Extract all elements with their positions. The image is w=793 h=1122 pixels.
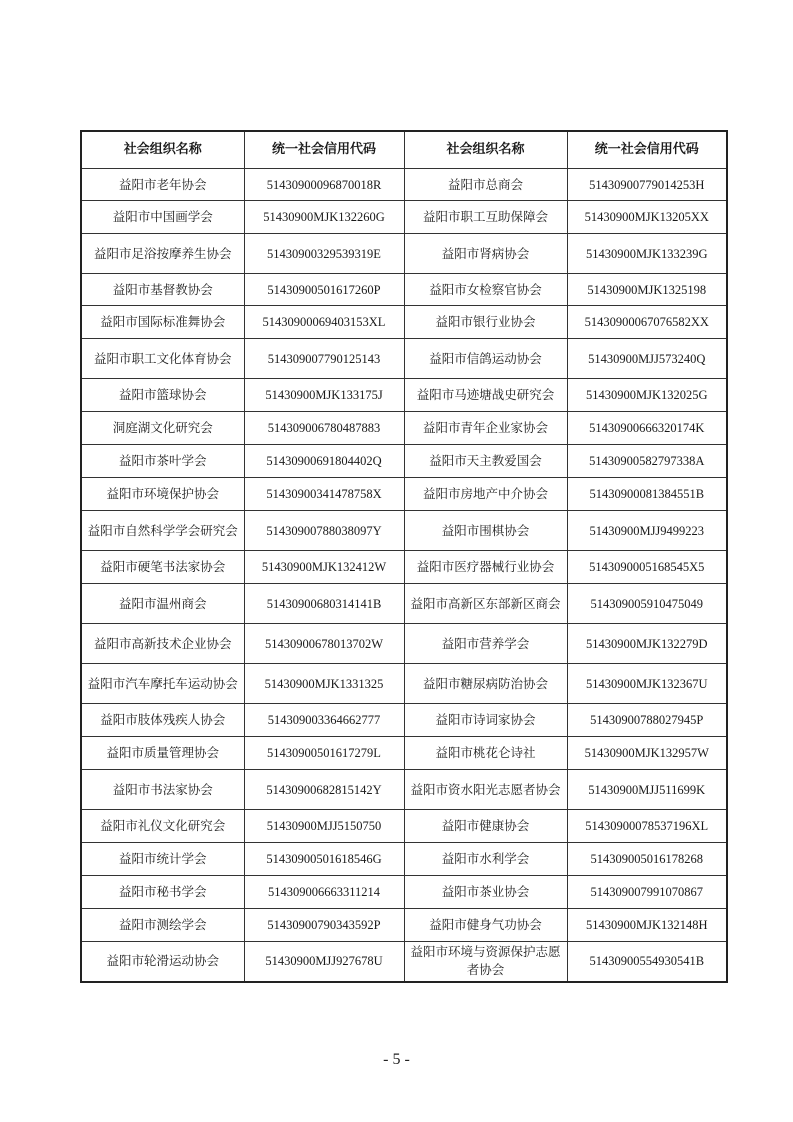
org-name-cell: 益阳市书法家协会 (81, 770, 244, 810)
org-name-cell: 益阳市桃花仑诗社 (404, 737, 567, 770)
org-name-cell: 益阳市总商会 (404, 169, 567, 201)
credit-code-cell: 51430900501617260P (244, 274, 404, 306)
credit-code-cell: 51430900MJK13205XX (567, 201, 727, 234)
org-name-cell: 益阳市礼仪文化研究会 (81, 810, 244, 843)
table-row (81, 478, 727, 511)
table-row (81, 169, 727, 201)
org-name-cell: 益阳市温州商会 (81, 584, 244, 624)
org-name-cell: 益阳市诗词家协会 (404, 704, 567, 737)
credit-code-cell: 514309006780487883 (244, 412, 404, 445)
table-row (81, 412, 727, 445)
credit-code-cell: 514309003364662777 (244, 704, 404, 737)
org-name-cell: 益阳市糖尿病防治协会 (404, 664, 567, 704)
credit-code-cell: 51430900MJJ5150750 (244, 810, 404, 843)
credit-code-cell: 51430900682815142Y (244, 770, 404, 810)
table-row (81, 704, 727, 737)
credit-code-cell: 51430900MJK132260G (244, 201, 404, 234)
org-name-cell: 益阳市质量管理协会 (81, 737, 244, 770)
org-name-cell: 益阳市基督教协会 (81, 274, 244, 306)
credit-code-cell: 51430900501617279L (244, 737, 404, 770)
org-name-cell: 益阳市轮滑运动协会 (81, 942, 244, 982)
org-name-cell: 益阳市围棋协会 (404, 511, 567, 551)
table-row (81, 201, 727, 234)
credit-code-cell: 51430900MJJ573240Q (567, 339, 727, 379)
credit-code-cell: 51430900329539319E (244, 234, 404, 274)
org-name-cell: 益阳市环境与资源保护志愿者协会 (404, 942, 567, 982)
header-credit-code: 统一社会信用代码 (244, 131, 404, 169)
table-row (81, 274, 727, 306)
credit-code-cell: 51430900078537196XL (567, 810, 727, 843)
table-row (81, 445, 727, 478)
table-row (81, 909, 727, 942)
table-row (81, 737, 727, 770)
credit-code-cell: 51430900MJK1331325 (244, 664, 404, 704)
org-name-cell: 益阳市银行业协会 (404, 306, 567, 339)
header-org-name: 社会组织名称 (81, 131, 244, 169)
credit-code-cell: 51430900788027945P (567, 704, 727, 737)
org-name-cell: 益阳市天主教爱国会 (404, 445, 567, 478)
table-row (81, 810, 727, 843)
org-name-cell: 益阳市健康协会 (404, 810, 567, 843)
credit-code-cell: 51430900790343592P (244, 909, 404, 942)
org-name-cell: 益阳市女检察官协会 (404, 274, 567, 306)
org-name-cell: 益阳市汽车摩托车运动协会 (81, 664, 244, 704)
credit-code-cell: 51430900MJK1325198 (567, 274, 727, 306)
table-row (81, 339, 727, 379)
table-header-row (81, 131, 727, 169)
org-name-cell: 益阳市国际标准舞协会 (81, 306, 244, 339)
org-name-cell: 益阳市营养学会 (404, 624, 567, 664)
org-name-cell: 益阳市中国画学会 (81, 201, 244, 234)
credit-code-cell: 51430900MJK132957W (567, 737, 727, 770)
org-name-cell: 益阳市高新区东部新区商会 (404, 584, 567, 624)
table-row (81, 664, 727, 704)
table-row (81, 624, 727, 664)
org-name-cell: 益阳市硬笔书法家协会 (81, 551, 244, 584)
credit-code-cell: 51430900067076582XX (567, 306, 727, 339)
org-name-cell: 益阳市茶叶学会 (81, 445, 244, 478)
table-row (81, 511, 727, 551)
credit-code-cell: 51430900MJJ927678U (244, 942, 404, 982)
credit-code-cell: 51430900MJK132025G (567, 379, 727, 412)
credit-code-cell: 51430900582797338A (567, 445, 727, 478)
org-name-cell: 益阳市足浴按摩养生协会 (81, 234, 244, 274)
table-row (81, 306, 727, 339)
org-name-cell: 益阳市资水阳光志愿者协会 (404, 770, 567, 810)
org-name-cell: 益阳市职工文化体育协会 (81, 339, 244, 379)
credit-code-cell: 51430900MJJ511699K (567, 770, 727, 810)
org-name-cell: 益阳市自然科学学会研究会 (81, 511, 244, 551)
credit-code-cell: 51430900788038097Y (244, 511, 404, 551)
table-row (81, 584, 727, 624)
org-name-cell: 益阳市高新技术企业协会 (81, 624, 244, 664)
table-body (81, 169, 727, 982)
credit-code-cell: 51430900779014253H (567, 169, 727, 201)
credit-code-cell: 51430900MJK133239G (567, 234, 727, 274)
org-name-cell: 益阳市测绘学会 (81, 909, 244, 942)
credit-code-cell: 51430900680314141B (244, 584, 404, 624)
credit-code-cell: 51430900MJK133175J (244, 379, 404, 412)
credit-code-cell: 51430900MJJ9499223 (567, 511, 727, 551)
credit-code-cell: 51430900MJK132148H (567, 909, 727, 942)
org-name-cell: 益阳市老年协会 (81, 169, 244, 201)
credit-code-cell: 5143090005168545X5 (567, 551, 727, 584)
table-row (81, 876, 727, 909)
org-name-cell: 益阳市篮球协会 (81, 379, 244, 412)
organization-table (80, 130, 728, 983)
credit-code-cell: 514309007991070867 (567, 876, 727, 909)
table-row (81, 234, 727, 274)
credit-code-cell: 51430900678013702W (244, 624, 404, 664)
org-name-cell: 益阳市茶业协会 (404, 876, 567, 909)
credit-code-cell: 514309007790125143 (244, 339, 404, 379)
credit-code-cell: 514309005910475049 (567, 584, 727, 624)
credit-code-cell: 51430900MJK132367U (567, 664, 727, 704)
table-row (81, 379, 727, 412)
org-name-cell: 益阳市肾病协会 (404, 234, 567, 274)
header-credit-code: 统一社会信用代码 (567, 131, 727, 169)
credit-code-cell: 51430900666320174K (567, 412, 727, 445)
org-name-cell: 益阳市健身气功协会 (404, 909, 567, 942)
credit-code-cell: 51430900069403153XL (244, 306, 404, 339)
org-name-cell: 益阳市水利学会 (404, 843, 567, 876)
table-row (81, 770, 727, 810)
org-name-cell: 益阳市房地产中介协会 (404, 478, 567, 511)
credit-code-cell: 51430900341478758X (244, 478, 404, 511)
org-name-cell: 洞庭湖文化研究会 (81, 412, 244, 445)
org-name-cell: 益阳市秘书学会 (81, 876, 244, 909)
credit-code-cell: 51430900096870018R (244, 169, 404, 201)
table-row (81, 942, 727, 982)
credit-code-cell: 51430900554930541B (567, 942, 727, 982)
header-org-name: 社会组织名称 (404, 131, 567, 169)
org-name-cell: 益阳市肢体残疾人协会 (81, 704, 244, 737)
page-number: - 5 - (383, 1051, 410, 1068)
org-name-cell: 益阳市马迹塘战史研究会 (404, 379, 567, 412)
org-name-cell: 益阳市青年企业家协会 (404, 412, 567, 445)
credit-code-cell: 514309005016178268 (567, 843, 727, 876)
org-name-cell: 益阳市医疗器械行业协会 (404, 551, 567, 584)
org-name-cell: 益阳市职工互助保障会 (404, 201, 567, 234)
credit-code-cell: 51430900MJK132412W (244, 551, 404, 584)
org-name-cell: 益阳市信鸽运动协会 (404, 339, 567, 379)
credit-code-cell: 51430900081384551B (567, 478, 727, 511)
credit-code-cell: 51430900MJK132279D (567, 624, 727, 664)
org-name-cell: 益阳市环境保护协会 (81, 478, 244, 511)
credit-code-cell: 514309006663311214 (244, 876, 404, 909)
org-name-cell: 益阳市统计学会 (81, 843, 244, 876)
credit-code-cell: 51430900691804402Q (244, 445, 404, 478)
credit-code-cell: 51430900501618546G (244, 843, 404, 876)
table-row (81, 843, 727, 876)
table-row (81, 551, 727, 584)
